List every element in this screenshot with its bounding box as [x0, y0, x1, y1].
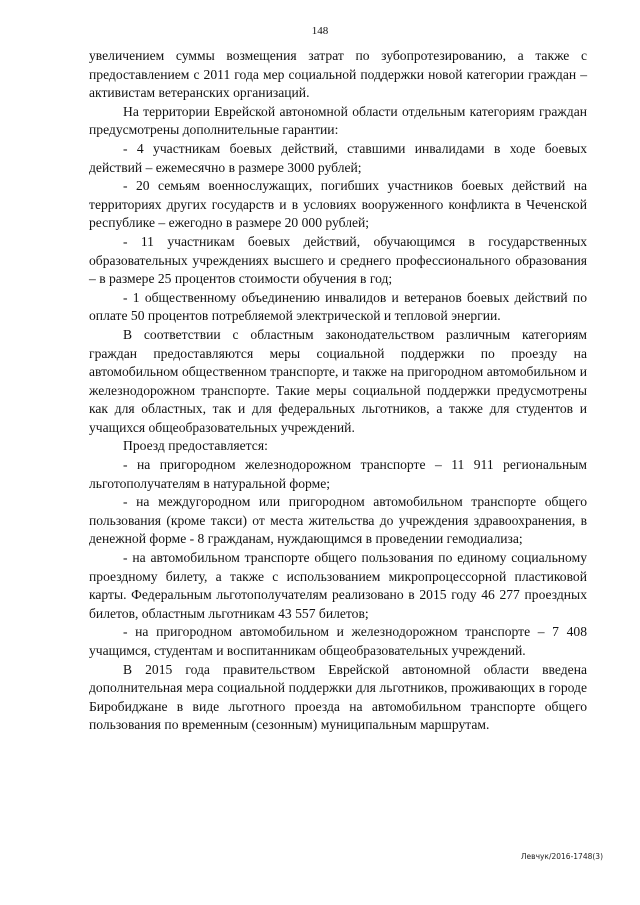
- document-body: [89, 47, 587, 735]
- list-item: - 1 общественному объединению инвалидов и ветеранов боевых действий по оплате 50 процентов потребляемой электрической и тепловой энергии.: [89, 289, 587, 324]
- paragraph: На территории Еврейской автономной области отдельным категориям граждан предусмотрены дополнительные гарантии:: [89, 103, 587, 138]
- paragraph: увеличением суммы возмещения затрат по зубопротезированию, а также с предоставлением с 2011 года мер социальной поддержки новой категории граждан – активистам ветеранских организаций.: [89, 48, 587, 101]
- document-code: Левчук/2016-1748(3): [520, 852, 603, 861]
- list-item: - 20 семьям военнослужащих, погибших участников боевых действий на территориях других государств и в условиях вооруженного конфликта в Чеченской республике – ежегодно в размере 20 000 рублей;: [89, 178, 587, 231]
- list-item: - 11 участникам боевых действий, обучающимся в государственных образовательных учреждениях высшего и среднего профессионального образования – в размере 25 процентов стоимости обучения в год;: [89, 233, 587, 287]
- list-item: - на пригородном автомобильном и железнодорожном транспорте – 7 408 учащимся, студентам и воспитанникам общеобразовательных учреждений.: [89, 624, 587, 658]
- paragraph: Проезд предоставляется:: [123, 438, 268, 454]
- list-item: - на автомобильном транспорте общего пользования по единому социальному проездному билету, а также с использованием микропроцессорной пластиковой карты. Федеральным льготополучателям реализовано в 2015 году 46 277 проездных билетов, областным льготникам 43 557 билетов;: [89, 550, 587, 621]
- page-number: 148: [311, 25, 329, 37]
- paragraph: В соответствии с областным законодательством различным категориям граждан предоставляются меры социальной поддержки по проезду на автомобильном общественном транспорте, и также на пригородном автомобильном и железнодорожном транспорте. Такие меры социальной поддержки предусмотрены как для областных, так и для федеральных льготников, а также для студентов и учащихся общеобразовательных учреждений.: [89, 326, 587, 435]
- list-item: - на пригородном железнодорожном транспорте – 11 911 региональным льготополучателям в натуральной форме;: [89, 457, 587, 491]
- paragraph: В 2015 года правительством Еврейской автономной области введена дополнительная мера социальной поддержки для льготников, проживающих в городе Биробиджане в виде льготного проезда на автомобильном транспорте общего пользования по временным (сезонным) муниципальным маршрутам.: [89, 661, 587, 733]
- list-item: - 4 участникам боевых действий, ставшими инвалидами в ходе боевых действий – ежемесячно в размере 3000 рублей;: [89, 140, 587, 175]
- list-item: - на междугородном или пригородном автомобильном транспорте общего пользования (кроме такси) от места жительства до учреждения здравоохранения, в денежной форме - 8 гражданам, нуждающимся в проведении гемодиализа;: [89, 494, 587, 547]
